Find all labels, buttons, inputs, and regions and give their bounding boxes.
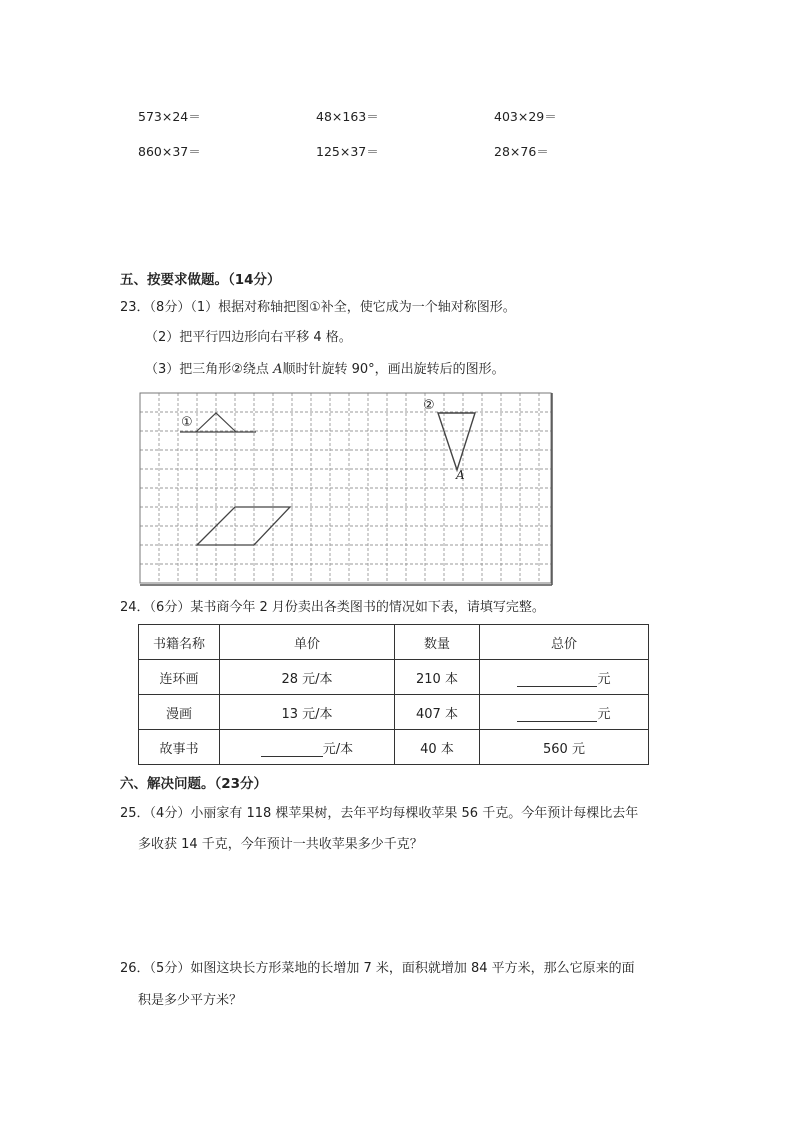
row-total bbox=[480, 695, 649, 730]
total-blank[interactable] bbox=[517, 706, 597, 722]
calc-5: 125×37＝ bbox=[316, 144, 379, 159]
q23-part3-a: （3）把三角形②绕点 bbox=[145, 362, 274, 377]
row-qty: 40 本 bbox=[395, 730, 480, 765]
header-total: 总价 bbox=[480, 625, 649, 660]
point-a-label: A bbox=[456, 468, 465, 482]
q25-line2: 多收获 14 千克，今年预计一共收苹果多少千克？ bbox=[138, 837, 423, 852]
row-qty: 407 本 bbox=[395, 695, 480, 730]
grid-lines bbox=[140, 393, 551, 583]
figure-1-label: ① bbox=[181, 415, 193, 430]
header-name: 书籍名称 bbox=[139, 625, 220, 660]
calc-4: 860×37＝ bbox=[138, 144, 201, 159]
section-6-heading: 六、解决问题。（23分） bbox=[120, 776, 268, 792]
q24-stem: 24．（6分）某书商今年 2 月份卖出各类图书的情况如下表，请填写完整。 bbox=[120, 600, 545, 615]
price-unit: 元/本 bbox=[322, 741, 354, 757]
books-table bbox=[138, 624, 649, 765]
total-unit: 元 bbox=[597, 671, 611, 687]
table-row bbox=[139, 730, 649, 765]
header-price: 单价 bbox=[220, 625, 395, 660]
row-total: 560 元 bbox=[480, 730, 649, 765]
row-price bbox=[220, 730, 395, 765]
triangle-2 bbox=[438, 413, 475, 470]
section-5-heading: 五、按要求做题。（14分） bbox=[120, 272, 281, 288]
q26-line1: 26．（5分）如图这块长方形菜地的长增加 7 米，面积就增加 84 平方米，那么它原来的面 bbox=[120, 961, 635, 976]
figure-2-label: ② bbox=[423, 398, 435, 413]
row-price: 13 元/本 bbox=[220, 695, 395, 730]
calc-1: 573×24＝ bbox=[138, 109, 201, 124]
row-name: 漫画 bbox=[139, 695, 220, 730]
q23-part3-point: A bbox=[273, 362, 283, 377]
q23-part2: （2）把平行四边形向右平移 4 格。 bbox=[145, 330, 352, 345]
table-row bbox=[139, 660, 649, 695]
price-blank[interactable] bbox=[261, 741, 323, 757]
total-blank[interactable] bbox=[517, 671, 597, 687]
calc-6: 28×76＝ bbox=[494, 144, 549, 159]
row-name: 故事书 bbox=[139, 730, 220, 765]
q26-line2: 积是多少平方米？ bbox=[138, 993, 243, 1008]
q23-stem: 23．（8分）（1）根据对称轴把图①补全，使它成为一个轴对称图形。 bbox=[120, 300, 516, 315]
table-header-row bbox=[139, 625, 649, 660]
calc-2: 48×163＝ bbox=[316, 109, 379, 124]
q23-part3-b: 顺时针旋转 90°，画出旋转后的图形。 bbox=[282, 362, 505, 377]
row-total bbox=[480, 660, 649, 695]
row-name: 连环画 bbox=[139, 660, 220, 695]
row-price: 28 元/本 bbox=[220, 660, 395, 695]
table-row bbox=[139, 695, 649, 730]
total-unit: 元 bbox=[597, 706, 611, 722]
row-qty: 210 本 bbox=[395, 660, 480, 695]
q25-line1: 25．（4分）小丽家有 118 棵苹果树，去年平均每棵收苹果 56 千克。今年预计每棵比去年 bbox=[120, 806, 639, 821]
calc-3: 403×29＝ bbox=[494, 109, 557, 124]
header-qty: 数量 bbox=[395, 625, 480, 660]
